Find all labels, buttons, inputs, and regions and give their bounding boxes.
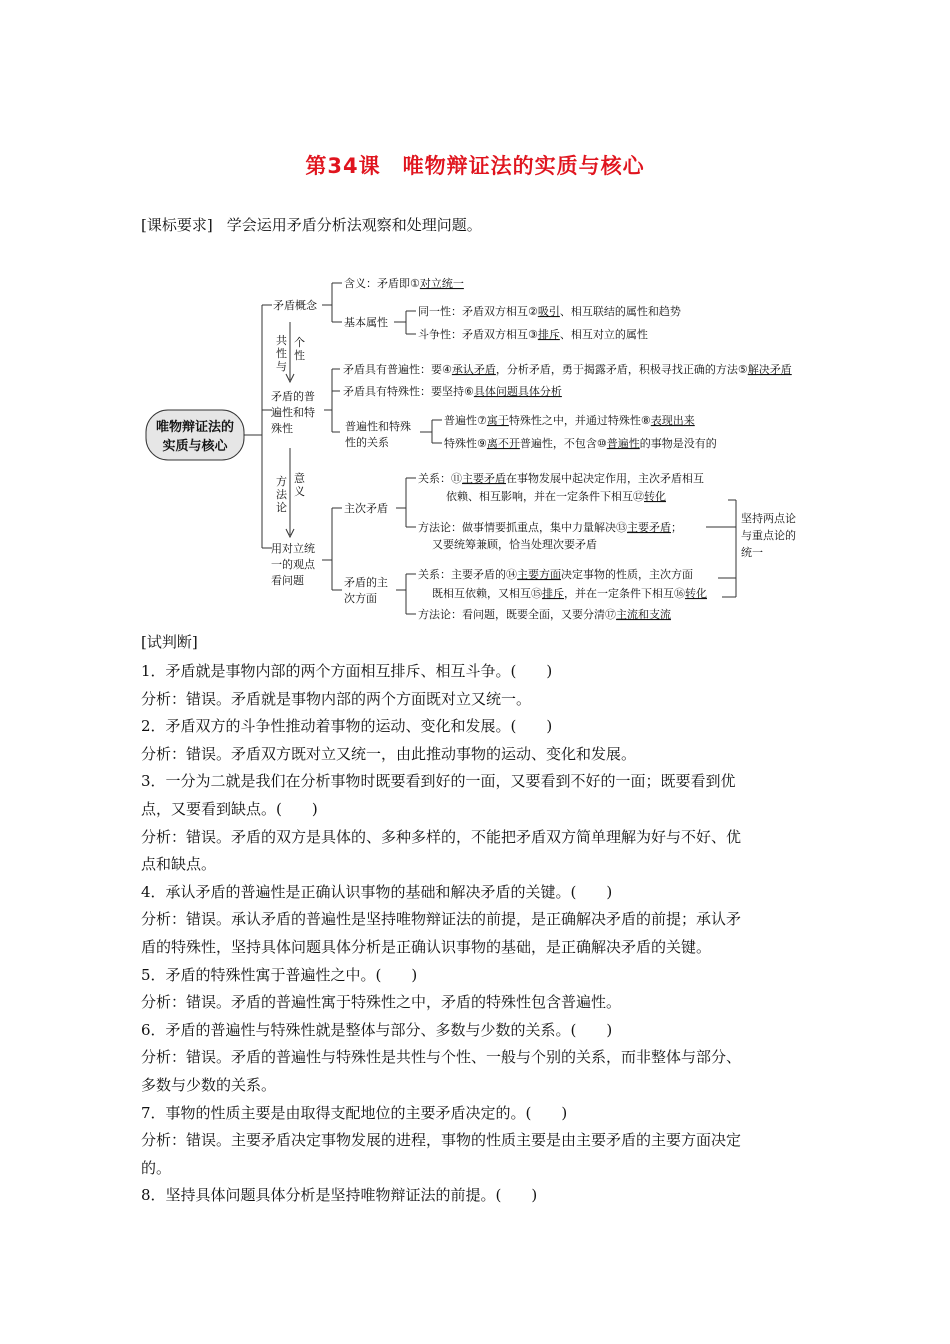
requirement-text: 学会运用矛盾分析法观察和处理问题。 <box>226 216 482 234</box>
text-line: 点和缺点。 <box>141 855 217 874</box>
text-line: 1．矛盾就是事物内部的两个方面相互排斥、相互斗争。( ) <box>141 662 553 680</box>
svg-text:与: 与 <box>276 360 287 373</box>
node-aspect-line-1: 矛盾的主 <box>344 576 388 589</box>
svg-text:义: 义 <box>294 485 305 498</box>
node-struggle: 斗争性：矛盾双方相互③排斥、相互对立的属性 <box>418 328 648 341</box>
node-relation-line-2: 性的关系 <box>345 436 389 449</box>
node-aspect-relation-1: 关系：主要矛盾的⑭主要方面决定事物的性质，主次方面 <box>418 568 693 581</box>
node-ms-method-2: 又要统筹兼顾，恰当处理次要矛盾 <box>432 538 597 551</box>
text-line: 分析：错误。矛盾双方既对立又统一，由此推动事物的运动、变化和发展。 <box>141 744 637 763</box>
node-particular: 矛盾具有特殊性：要坚持⑥具体问题具体分析 <box>343 385 562 398</box>
text-line: 2．矛盾双方的斗争性推动着事物的运动、变化和发展。( ) <box>141 717 553 736</box>
text-line: 分析：错误。矛盾的双方是具体的、多种多样的，不能把矛盾双方简单理解为好与不好、优 <box>141 827 742 846</box>
node-universality-line-3: 殊性 <box>271 422 293 435</box>
center-line-2: 实质与核心 <box>162 439 228 454</box>
svg-text:个: 个 <box>294 336 305 349</box>
node-view-line-2: 一的观点 <box>271 558 315 571</box>
text-line: 6．矛盾的普遍性与特殊性就是整体与部分、多数与少数的关系。( ) <box>141 1020 613 1039</box>
text-line: 3．一分为二就是我们在分析事物时既要看到好的一面，又要看到不好的一面；既要看到优 <box>141 772 736 791</box>
node-ms-method-1: 方法论：做事情要抓重点，集中力量解决⑬主要矛盾； <box>418 521 682 534</box>
node-right-line-2: 与重点论的 <box>741 529 796 542</box>
node-universal: 矛盾具有普遍性：要④承认矛盾，分析矛盾，勇于揭露矛盾，积极寻找正确的方法⑤解决矛盾 <box>343 363 792 376</box>
text-line: 分析：错误。矛盾的普遍性与特殊性是共性与个性、一般与个别的关系，而非整体与部分、 <box>141 1048 742 1067</box>
svg-text:方: 方 <box>276 475 287 488</box>
node-basic-attr: 基本属性 <box>344 316 388 329</box>
text-line: 7．事物的性质主要是由取得支配地位的主要矛盾决定的。( ) <box>141 1103 568 1122</box>
center-line-1: 唯物辩证法的 <box>155 420 235 435</box>
text-line: 4．承认矛盾的普遍性是正确认识事物的基础和解决矛盾的关键。( ) <box>141 882 613 901</box>
page-title: 第34课 唯物辩证法的实质与核心 <box>305 154 645 178</box>
node-concept: 矛盾概念 <box>273 299 317 312</box>
node-aspect-relation-2: 既相互依赖，又相互⑮排斥，并在一定条件下相互⑯转化 <box>432 587 707 600</box>
node-main-secondary: 主次矛盾 <box>344 502 388 515</box>
node-aspect-line-2: 次方面 <box>344 592 377 605</box>
text-line: 的。 <box>141 1158 172 1177</box>
node-view-line-1: 用对立统 <box>271 542 315 555</box>
node-right-line-1: 坚持两点论 <box>741 512 796 525</box>
svg-text:论: 论 <box>276 501 287 514</box>
text-line: 分析：错误。矛盾的普遍性寓于特殊性之中，矛盾的特殊性包含普遍性。 <box>141 993 622 1012</box>
svg-text:法: 法 <box>276 488 287 501</box>
text-line: 分析：错误。矛盾就是事物内部的两个方面既对立又统一。 <box>141 689 532 708</box>
text-line: 多数与少数的关系。 <box>141 1075 277 1094</box>
text-line: 盾的特殊性，坚持具体问题具体分析是正确认识事物的基础，是正确解决矛盾的关键。 <box>141 937 712 956</box>
section-title-judge: [试判断] <box>141 633 198 651</box>
requirement-label: [课标要求] <box>141 216 213 234</box>
node-aspect-method: 方法论：看问题，既要全面，又要分清⑰主流和支流 <box>418 608 671 621</box>
node-meaning: 含义：矛盾即①对立统一 <box>344 277 464 290</box>
node-rel-particular: 特殊性⑨离不开普遍性，不包含⑩普遍性的事物是没有的 <box>444 437 717 450</box>
node-identity: 同一性：矛盾双方相互②吸引、相互联结的属性和趋势 <box>418 305 681 318</box>
judgment-list <box>141 658 813 1210</box>
svg-text:共: 共 <box>276 334 287 347</box>
node-ms-relation-1: 关系：⑪主要矛盾在事物发展中起决定作用，主次矛盾相互 <box>418 472 704 485</box>
svg-text:性: 性 <box>294 349 305 362</box>
text-line: 分析：错误。承认矛盾的普遍性是坚持唯物辩证法的前提，是正确解决矛盾的前提；承认矛 <box>141 910 742 929</box>
text-line: 8．坚持具体问题具体分析是坚持唯物辩证法的前提。( ) <box>141 1186 538 1205</box>
node-universality-line-2: 遍性和特 <box>271 406 315 419</box>
svg-text:意: 意 <box>294 472 305 485</box>
node-relation-line-1: 普遍性和特殊 <box>345 420 411 433</box>
concept-mindmap <box>0 0 950 640</box>
node-right-line-3: 统一 <box>741 546 763 559</box>
node-rel-universal: 普遍性⑦寓于特殊性之中，并通过特殊性⑧表现出来 <box>444 414 695 427</box>
text-line: 5．矛盾的特殊性寓于普遍性之中。( ) <box>141 965 418 984</box>
text-line: 点，又要看到缺点。( ) <box>141 799 318 818</box>
svg-text:性: 性 <box>276 347 287 360</box>
text-line: 分析：错误。主要矛盾决定事物发展的进程，事物的性质主要是由主要矛盾的主要方面决定 <box>141 1131 742 1150</box>
node-universality-line-1: 矛盾的普 <box>271 390 315 403</box>
node-view-line-3: 看问题 <box>271 574 304 587</box>
node-ms-relation-2: 依赖、相互影响，并在一定条件下相互⑫转化 <box>446 490 666 503</box>
